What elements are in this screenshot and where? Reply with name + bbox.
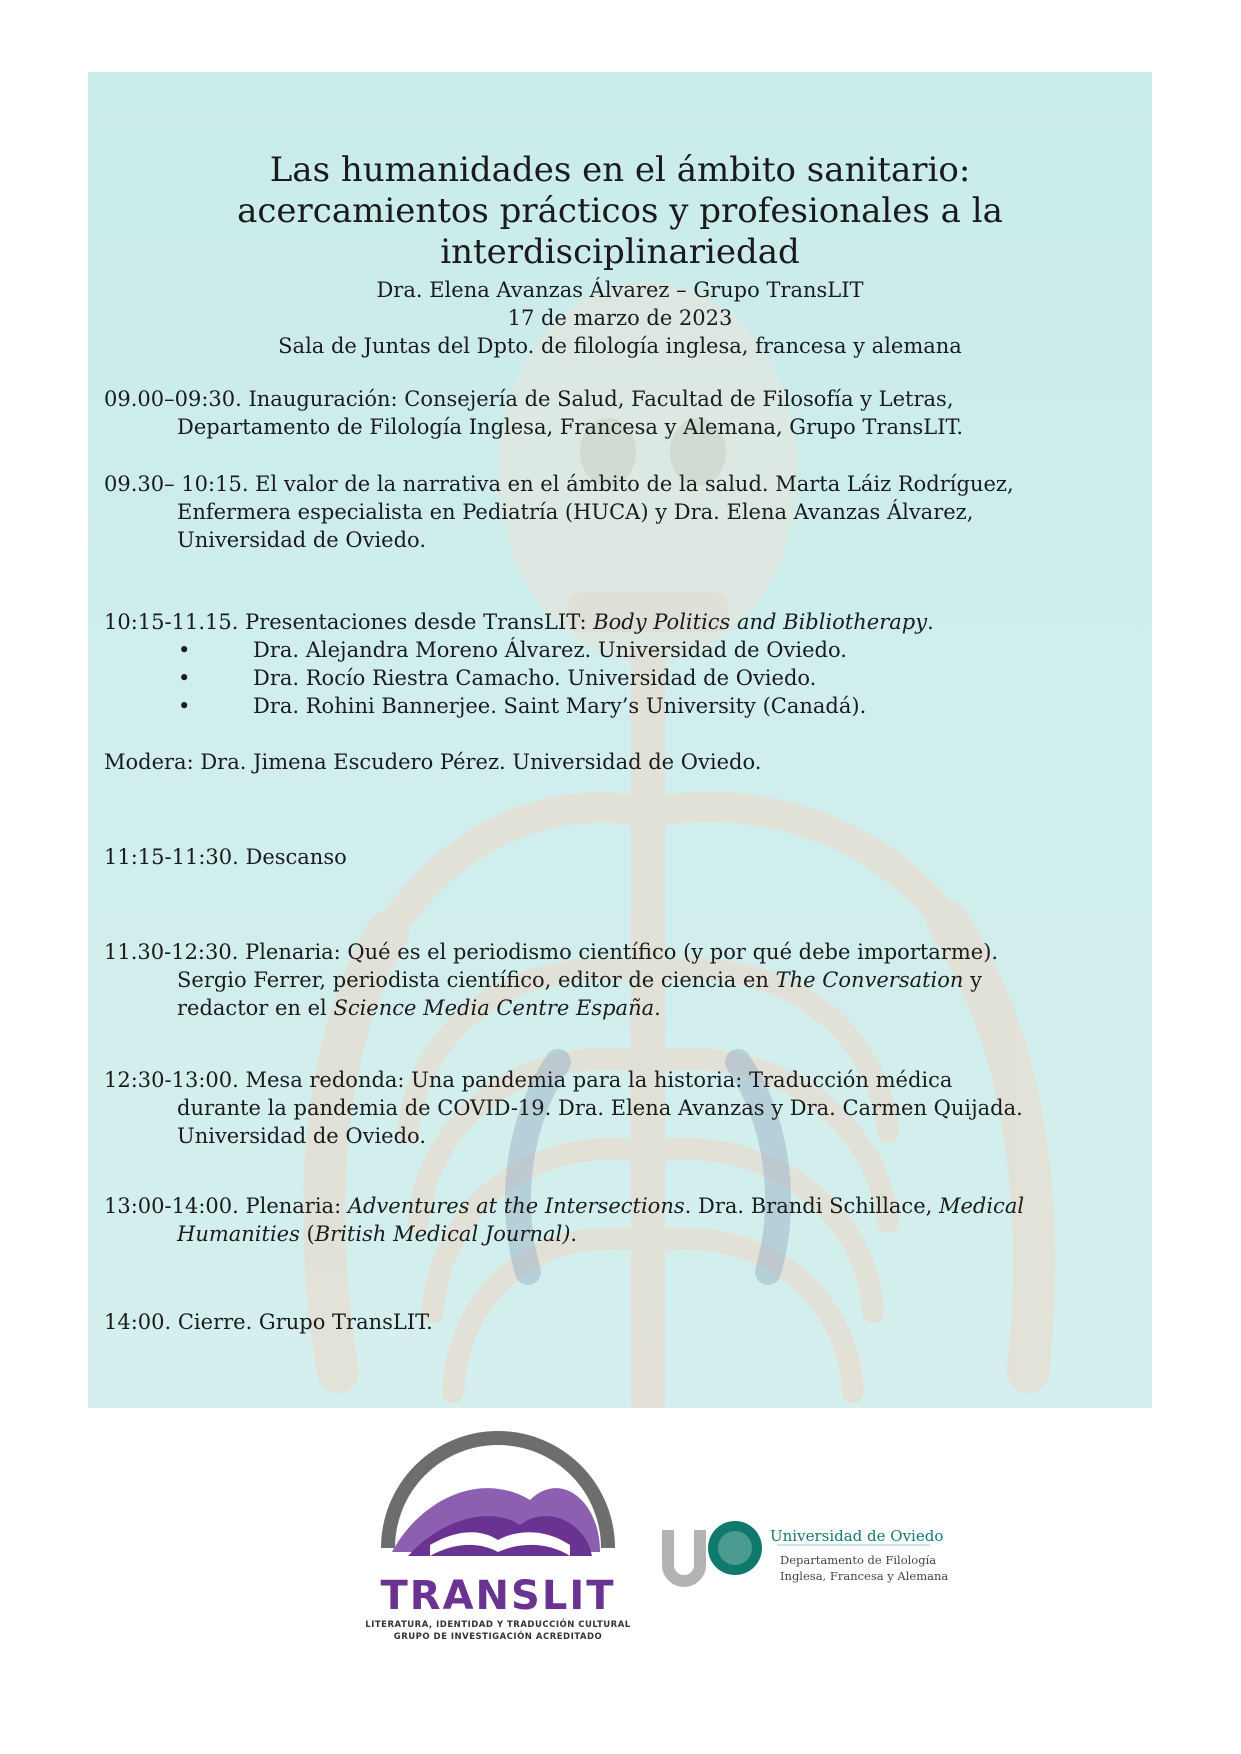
- text-italic: British Medical Journal): [314, 1222, 571, 1246]
- text: redactor en el: [177, 996, 334, 1020]
- session-mesa-redonda: [104, 1066, 1144, 1150]
- text-italic: Science Media Centre España: [333, 996, 655, 1020]
- session-line: 09.00–09:30. Inauguración: Consejería de Salud, Facultad de Filosofía y Letras,: [104, 387, 954, 411]
- session-line: [104, 1194, 1024, 1218]
- uniovi-department-line-2: Inglesa, Francesa y Alemana: [780, 1569, 949, 1583]
- bullet: •: [178, 638, 191, 662]
- session-plenaria-periodismo: [104, 938, 1144, 1022]
- event-title-line-3: interdisciplinariedad: [440, 232, 800, 272]
- session-line: durante la pandemia de COVID-19. Dra. Elena Avanzas y Dra. Carmen Quijada.: [177, 1096, 1023, 1120]
- text-italic: The Conversation: [775, 968, 964, 992]
- text-italic: Humanities: [177, 1222, 300, 1246]
- event-date: 17 de marzo de 2023: [507, 306, 733, 330]
- event-title-line-2: acercamientos prácticos y profesionales a la: [237, 191, 1003, 231]
- session-line: 10:15-11.15. Presentaciones desde TransLIT:: [104, 610, 594, 634]
- session-line: 11.30-12:30. Plenaria: Qué es el periodismo científico (y por qué debe importarme).: [104, 940, 999, 964]
- event-venue: Sala de Juntas del Dpto. de filología inglesa, francesa y alemana: [278, 334, 962, 358]
- event-title-line-1: Las humanidades en el ámbito sanitario:: [269, 150, 971, 190]
- text: . Dra. Brandi Schillace,: [684, 1194, 939, 1218]
- text-italic: Adventures at the Intersections: [347, 1194, 685, 1218]
- session-line: Departamento de Filología Inglesa, Francesa y Alemana, Grupo TransLIT.: [177, 415, 964, 439]
- text: (: [299, 1222, 315, 1246]
- text-italic: Medical: [938, 1194, 1025, 1218]
- translit-subtitle-2: GRUPO DE INVESTIGACIÓN ACREDITADO: [393, 1632, 603, 1642]
- text: y: [963, 968, 982, 992]
- session-line-italic: Body Politics and Bibliotherapy: [593, 610, 928, 634]
- session-cierre: 14:00. Cierre. Grupo TransLIT.: [104, 1310, 433, 1334]
- translit-wordmark: TRANSLIT: [380, 1573, 616, 1619]
- session-line: 09.30– 10:15. El valor de la narrativa en el ámbito de la salud. Marta Láiz Rodríguez,: [104, 472, 1014, 496]
- text: Sergio Ferrer, periodista científico, editor de ciencia en: [177, 968, 776, 992]
- session-inauguracion: [104, 385, 1144, 441]
- session-line: Universidad de Oviedo.: [177, 528, 427, 552]
- session-line: Enfermera especialista en Pediatría (HUCA) y Dra. Elena Avanzas Álvarez,: [177, 500, 974, 524]
- speaker-name: Dra. Rohini Bannerjee. Saint Mary’s University (Canadá).: [253, 694, 867, 718]
- session-presentaciones: [104, 608, 1144, 636]
- uniovi-department-line-1: Departamento de Filología: [780, 1553, 937, 1567]
- moderator: Modera: Dra. Jimena Escudero Pérez. Universidad de Oviedo.: [104, 750, 762, 774]
- program-content: [88, 72, 1152, 1408]
- session-narrativa: [104, 470, 1144, 554]
- logos-area: [0, 1420, 1241, 1720]
- speaker-name: Dra. Alejandra Moreno Álvarez. Universidad de Oviedo.: [253, 638, 847, 662]
- session-line: [104, 966, 1144, 994]
- organizer: Dra. Elena Avanzas Álvarez – Grupo TransLIT: [376, 278, 864, 302]
- session-descanso: 11:15-11:30. Descanso: [104, 845, 347, 869]
- session-plenaria-adventures: [104, 1192, 1144, 1248]
- text: .: [570, 1222, 578, 1246]
- bullet: •: [178, 694, 191, 718]
- session-line: 12:30-13:00. Mesa redonda: Una pandemia para la historia: Traducción médica: [104, 1068, 953, 1092]
- session-line: .: [927, 610, 934, 634]
- bullet: •: [178, 666, 191, 690]
- session-line: Universidad de Oviedo.: [177, 1124, 427, 1148]
- text: 13:00-14:00. Plenaria:: [104, 1194, 348, 1218]
- uniovi-name: Universidad de Oviedo: [770, 1527, 944, 1545]
- text: .: [654, 996, 661, 1020]
- speaker-name: Dra. Rocío Riestra Camacho. Universidad de Oviedo.: [253, 666, 817, 690]
- session-line: [104, 1220, 1144, 1248]
- session-line: [104, 994, 1144, 1022]
- poster-panel: [88, 72, 1152, 1408]
- translit-logo-mark: [388, 1438, 608, 1556]
- translit-subtitle-1: LITERATURA, IDENTIDAD Y TRADUCCIÓN CULTURAL: [365, 1620, 631, 1630]
